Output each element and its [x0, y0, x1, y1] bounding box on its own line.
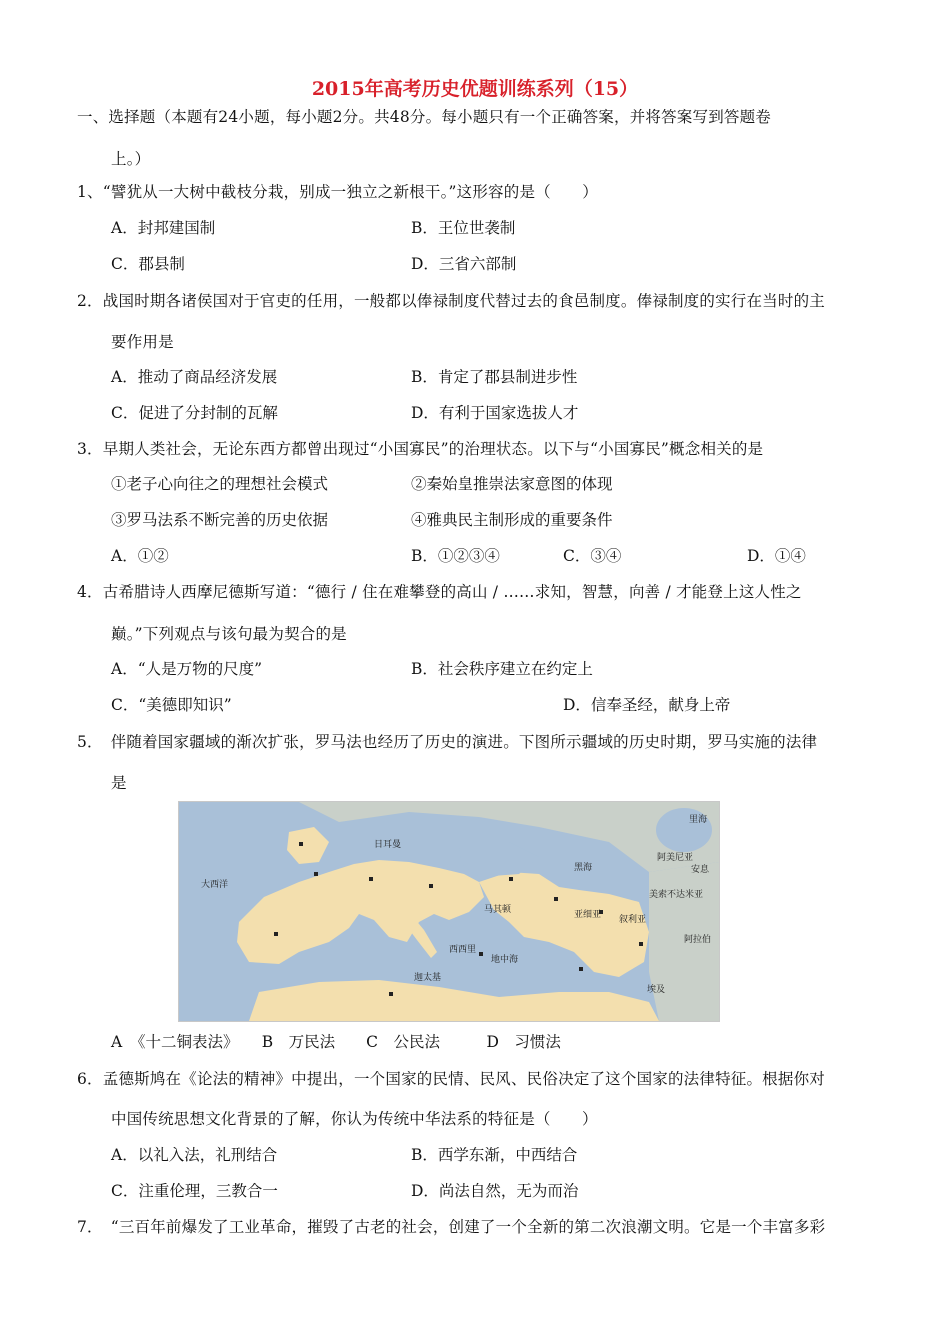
roman-empire-map — [178, 801, 720, 1022]
question-4-option-a: A．“人是万物的尺度” — [111, 660, 263, 678]
question-4-stem-line2: 巅。”下列观点与该句最为契合的是 — [111, 625, 347, 643]
question-3-option-c: C．③④ — [563, 547, 622, 565]
question-4-option-b: B．社会秩序建立在约定上 — [411, 660, 593, 678]
question-1-stem: 1、“譬犹从一大树中截枝分栽，别成一独立之新根干。”这形容的是（ ） — [77, 183, 598, 201]
question-2-option-b: B．肯定了郡县制进步性 — [411, 368, 578, 386]
question-2-option-a: A．推动了商品经济发展 — [111, 368, 278, 386]
question-3-option-b: B．①②③④ — [411, 547, 500, 565]
question-5-options: A 《十二铜表法》 B 万民法 C 公民法 D 习惯法 — [111, 1033, 561, 1051]
question-3-statement-4: ④雅典民主制形成的重要条件 — [411, 511, 613, 529]
question-3-option-d: D．①④ — [747, 547, 806, 565]
question-1-option-c: C．郡县制 — [111, 255, 185, 273]
map-label-atlantic: 大西洋 — [201, 880, 229, 890]
question-1-option-a: A．封邦建国制 — [111, 219, 216, 237]
question-6-stem-line1: 6．孟德斯鸠在《论法的精神》中提出，一个国家的民情、民风、民俗决定了这个国家的法律特征。根据你对 — [77, 1070, 825, 1088]
map-label-asia-minor: 亚细亚 — [574, 910, 602, 920]
question-6-option-a: A．以礼入法，礼刑结合 — [111, 1146, 278, 1164]
section-intro-line2: 上。） — [111, 150, 151, 168]
map-label-assyria: 安息 — [691, 865, 710, 875]
question-4-option-d: D．信奉圣经，献身上帝 — [563, 696, 731, 714]
map-label-mediterranean: 地中海 — [491, 955, 519, 965]
map-label-egypt: 埃及 — [647, 985, 666, 995]
question-2-stem-line1: 2．战国时期各诸侯国对于官吏的任用，一般都以俸禄制度代替过去的食邑制度。俸禄制度的实行在当时的主 — [77, 292, 825, 310]
map-label-germania: 日耳曼 — [374, 840, 402, 850]
question-2-option-c: C．促进了分封制的瓦解 — [111, 404, 278, 422]
map-label-black-sea: 黑海 — [574, 863, 593, 873]
map-label-arabia: 阿拉伯 — [684, 935, 712, 945]
map-label-armenia: 阿美尼亚 — [657, 853, 694, 863]
map-label-mesopotamia: 美索不达米亚 — [649, 890, 704, 900]
question-2-option-d: D．有利于国家选拔人才 — [411, 404, 579, 422]
map-label-sicily: 西西里 — [449, 945, 477, 955]
question-6-stem-line2: 中国传统思想文化背景的了解，你认为传统中华法系的特征是（ ） — [111, 1110, 598, 1128]
question-3-statement-2: ②秦始皇推崇法家意图的体现 — [411, 475, 613, 493]
question-3-statement-1: ①老子心向往之的理想社会模式 — [111, 475, 329, 493]
question-5-stem-line1: 5． 伴随着国家疆域的渐次扩张，罗马法也经历了历史的演进。下图所示疆域的历史时期，罗马实施的法律 — [77, 733, 818, 751]
question-1-option-b: B．王位世袭制 — [411, 219, 516, 237]
question-3-stem: 3．早期人类社会，无论东西方都曾出现过“小国寡民”的治理状态。以下与“小国寡民”概念相关的是 — [77, 440, 764, 458]
question-6-option-b: B．西学东渐，中西结合 — [411, 1146, 578, 1164]
map-label-caspian: 里海 — [689, 815, 708, 825]
question-6-option-c: C．注重伦理，三教合一 — [111, 1182, 278, 1200]
section-intro-line1: 一、选择题（本题有24小题，每小题2分。共48分。每小题只有一个正确答案，并将答案写到答题卷 — [77, 108, 772, 126]
map-label-syria: 叙利亚 — [619, 915, 647, 925]
question-6-option-d: D．尚法自然，无为而治 — [411, 1182, 579, 1200]
map-label-macedonia: 马其顿 — [484, 905, 512, 915]
question-4-stem-line1: 4．古希腊诗人西摩尼德斯写道：“德行 / 住在难攀登的高山 / ……求知，智慧，向善 / 才能登上这人性之 — [77, 583, 802, 601]
map-label-carthage: 迦太基 — [414, 973, 442, 983]
question-7-stem: 7． “三百年前爆发了工业革命，摧毁了古老的社会，创建了一个全新的第二次浪潮文明。它是一个丰富多彩 — [77, 1218, 826, 1236]
page-title: 2015年高考历史优题训练系列（15） — [311, 78, 639, 100]
question-3-option-a: A．①② — [111, 547, 169, 565]
question-2-stem-line2: 要作用是 — [111, 333, 174, 351]
question-3-statement-3: ③罗马法系不断完善的历史依据 — [111, 511, 329, 529]
question-4-option-c: C．“美德即知识” — [111, 696, 232, 714]
question-5-stem-line2: 是 — [111, 774, 127, 792]
question-1-option-d: D．三省六部制 — [411, 255, 517, 273]
